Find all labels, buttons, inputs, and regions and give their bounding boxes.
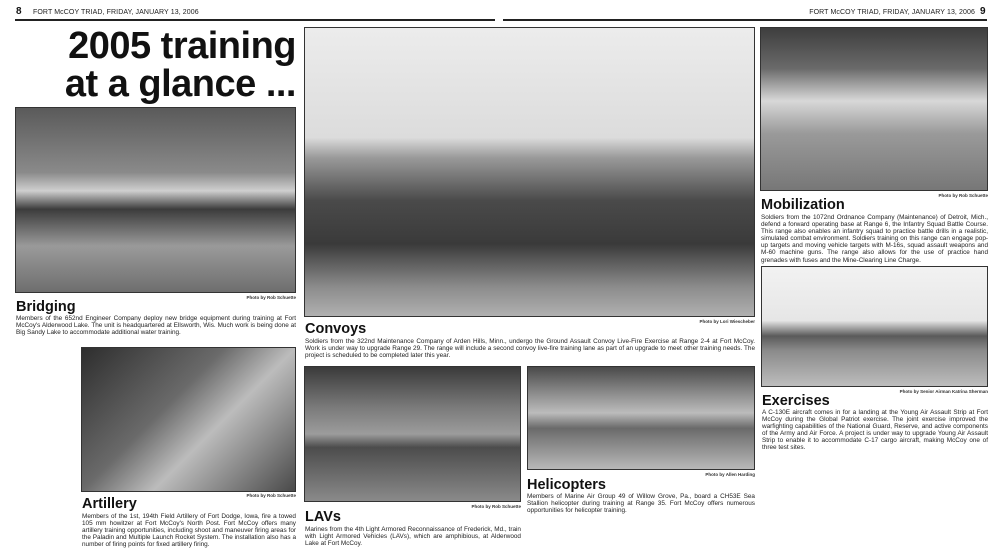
story-heading: Convoys — [305, 321, 367, 337]
story-heading: Helicopters — [527, 477, 606, 493]
photo-credit: Photo by Senior Airman Katrina Sherman — [899, 389, 988, 394]
photo-credit: Photo by Rob Schuette — [938, 193, 988, 198]
story-text: Soldiers from the 322nd Maintenance Company of Arden Hills, Minn., undergo the Ground Assault Convoy Live-Fire Exercise at Range 2-4 at Fort McCoy. Work is under way to upgrade Range 29. The range will include a second convoy live-fire training lane as part of an upgrade to meet other training needs. The project is scheduled to be completed later this year. — [305, 338, 755, 360]
story-text: A C-130E aircraft comes in for a landing at the Young Air Assault Strip at Fort McCoy during the Global Patriot exercise. The joint exercise improved the warfighting capabilities of the National Guard, Reserve, and active components of the Army and Air Force. A project is under way to upgrade Young Air Assault Strip to enable it to accommodate C-17 cargo aircraft, making McCoy one of three test sites. — [762, 409, 988, 452]
story-text: Members of the 1st, 194th Field Artillery of Fort Dodge, Iowa, fire a towed 105 mm howitzer at Fort McCoy's North Post. Fort McCoy offers many artillery training opportunities, including shoot and maneuver firing areas for the Paladin and Multiple Launch Rocket System. The installation also has a number of firing points for fixed artillery firing. — [82, 513, 296, 549]
mobilization-photo — [760, 27, 988, 191]
story-heading: Artillery — [82, 496, 137, 512]
photo-credit: Photo by Lori Wiescheber — [699, 319, 755, 324]
story-text: Members of the 652nd Engineer Company deploy new bridge equipment during training at Fort McCoy's Alderwood Lake. The unit is headquartered at Ellsworth, Wis. Much work is being done at Big Sandy Lake to accommodate additional water training. — [16, 315, 296, 337]
header-rule-right — [503, 19, 987, 21]
story-heading: Mobilization — [761, 197, 845, 213]
page-title — [15, 27, 296, 103]
photo-credit: Photo by Allen Harding — [705, 472, 755, 477]
header-rule-left — [15, 19, 495, 21]
story-text: Members of Marine Air Group 49 of Willow Grove, Pa., board a CH53E Sea Stallion helicopter during training at Range 35. Fort McCoy offers numerous opportunities for helicopter training. — [527, 493, 755, 515]
photo-credit: Photo by Rob Schuette — [246, 295, 296, 300]
story-heading: LAVs — [305, 509, 341, 525]
convoys-photo — [304, 27, 755, 317]
story-heading: Exercises — [762, 393, 830, 409]
exercises-photo — [761, 266, 988, 387]
artillery-photo — [81, 347, 296, 492]
story-heading: Bridging — [16, 299, 76, 315]
helicopters-photo — [527, 366, 755, 470]
title-line-1: 2005 training — [68, 25, 296, 67]
lavs-photo — [304, 366, 521, 502]
dateline-right: FORT McCOY TRIAD, FRIDAY, JANUARY 13, 2006 — [809, 9, 975, 16]
bridging-photo — [15, 107, 296, 293]
photo-credit: Photo by Rob Schuette — [246, 493, 296, 498]
title-line-2: at a glance ... — [64, 63, 296, 105]
photo-credit: Photo by Rob Schuette — [471, 504, 521, 509]
page-number-right: 9 — [980, 6, 986, 17]
dateline-left: FORT McCOY TRIAD, FRIDAY, JANUARY 13, 2006 — [33, 9, 199, 16]
story-text: Marines from the 4th Light Armored Reconnaissance of Frederick, Md., train with Light Armored Vehicles (LAVs), which are amphibious, at Alderwood Lake at Fort McCoy. — [305, 526, 521, 548]
story-text: Soldiers from the 1072nd Ordnance Company (Maintenance) of Detroit, Mich., defend a forward operating base at Range 6, the Infantry Squad Battle Course. This range also enables an infantry squad to practice battle drills in a realistic, simulated combat environment. Soldiers training on this range can engage pop-up targets and moving vehicle targets with M-16s, squad assault weapons and M-60 machine guns. The range also allows for the use of practice hand grenades with fuses and the Mine-Clearing Line Charge. — [761, 214, 988, 264]
page-number-left: 8 — [16, 6, 22, 17]
